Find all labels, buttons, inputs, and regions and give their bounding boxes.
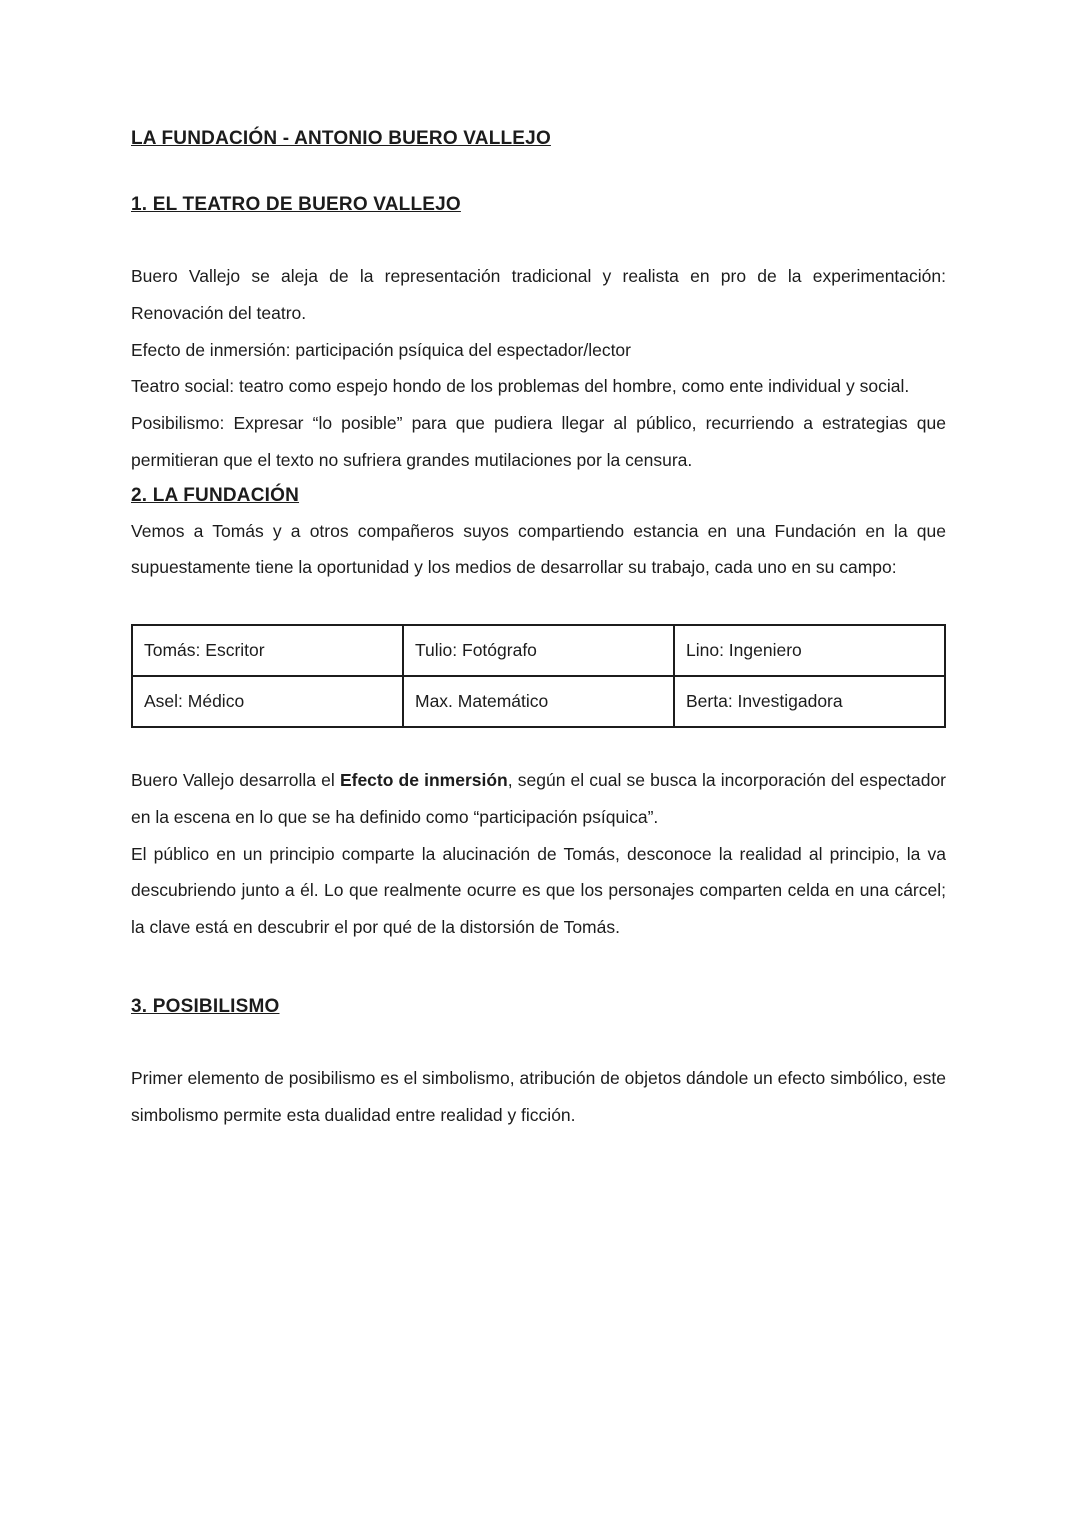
immersion-text-bold: Efecto de inmersión bbox=[339, 770, 508, 790]
table-cell-lino: Lino: Ingeniero bbox=[674, 625, 945, 676]
characters-table bbox=[131, 624, 946, 728]
immersion-text-post: , según el cual se busca la incorporación del espectador en la escena en lo que se ha definido como “participación psíquica”. bbox=[131, 770, 947, 827]
section-1-paragraph-4: Posibilismo: Expresar “lo posible” para que pudiera llegar al público, recurriendo a estrategias que permitieran que el texto no sufriera grandes mutilaciones por la censura. bbox=[131, 413, 946, 470]
section-1-heading: 1. EL TEATRO DE BUERO VALLEJO bbox=[131, 194, 461, 215]
section-2-immersion-paragraph bbox=[131, 762, 946, 836]
section-2-heading: 2. LA FUNDACIÓN bbox=[131, 484, 300, 506]
section-3-paragraph-1: Primer elemento de posibilismo es el simbolismo, atribución de objetos dándole un efecto simbólico, este simbolismo permite esta dualidad entre realidad y ficción. bbox=[131, 1067, 946, 1125]
immersion-text-pre: Buero Vallejo desarrolla el bbox=[131, 770, 340, 790]
table-cell-asel: Asel: Médico bbox=[132, 676, 403, 727]
table-cell-tulio: Tulio: Fotógrafo bbox=[403, 625, 674, 676]
table-cell-max: Max. Matemático bbox=[403, 676, 674, 727]
table-row bbox=[132, 676, 945, 727]
section-2-public-paragraph: El público en un principio comparte la alucinación de Tomás, desconoce la realidad al principio, la va descubriendo junto a él. Lo que realmente ocurre es que los personajes comparten celda en una cárcel; la clave está en descubrir el por qué de la distorsión de Tomás. bbox=[131, 843, 946, 937]
section-1-paragraph-3: Teatro social: teatro como espejo hondo de los problemas del hombre, como ente individual y social. bbox=[131, 376, 910, 397]
page-title: LA FUNDACIÓN - ANTONIO BUERO VALLEJO bbox=[131, 128, 551, 149]
section-1-paragraph-1: Buero Vallejo se aleja de la representación tradicional y realista en pro de la experimentación: Renovación del teatro. bbox=[131, 266, 946, 323]
table-cell-tomas: Tomás: Escritor bbox=[132, 625, 403, 676]
table-cell-berta: Berta: Investigadora bbox=[674, 676, 945, 727]
section-2-intro-paragraph: Vemos a Tomás y a otros compañeros suyos compartiendo estancia en una Fundación en la que supuestamente tiene la oportunidad y los medios de desarrollar su trabajo, cada uno en su campo: bbox=[131, 520, 946, 578]
section-3-heading: 3. POSIBILISMO bbox=[131, 995, 280, 1017]
table-row bbox=[132, 625, 945, 676]
section-1-paragraph-2: Efecto de inmersión: participación psíquica del espectador/lector bbox=[131, 339, 631, 360]
